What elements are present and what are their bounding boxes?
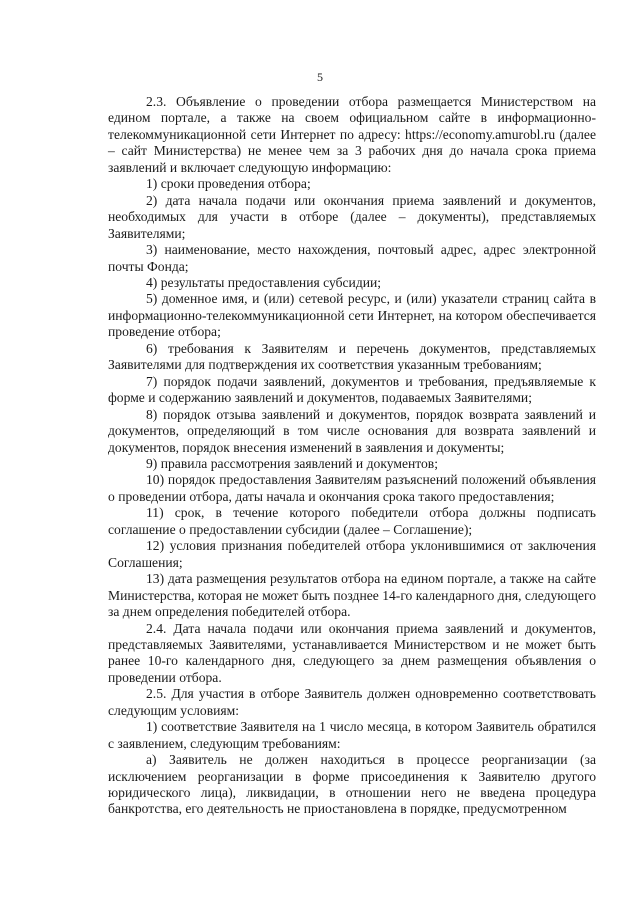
list-item-4: 4) результаты предоставления субсидии; [146,274,382,290]
list-item-3: 3) наименование, место нахождения, почтовый адрес, адрес электронной почты Фонда; [108,242,596,274]
list-item-13: 13) дата размещения результатов отбора на едином портале, а также на сайте Министерства, которая не может быть позднее 14-го календарного дня, следующего за днем определения победителей отбора. [108,571,596,620]
list-item-1: 1) сроки проведения отбора; [146,176,311,192]
document-body [108,94,596,818]
condition-subitem-a: а) Заявитель не должен находиться в процессе реорганизации (за исключением реорганизации в форме присоединения к Заявителю другого юридического лица), ликвидации, в отношении него не введена процедура банкротства, его деятельность не приостановлена в порядке, предусмотренном [108,752,596,817]
list-item-2: 2) дата начала подачи или окончания приема заявлений и документов, необходимых для участи в отборе (далее – документы), представляемых Заявителями; [108,192,596,241]
list-item-7: 7) порядок подачи заявлений, документов и требования, предъявляемые к форме и содержанию заявлений и документов, подаваемых Заявителями; [108,373,596,406]
condition-item-1: 1) соответствие Заявителя на 1 число месяца, в котором Заявитель обратился с заявлением, следующим требованиям: [108,719,596,751]
list-item-10: 10) порядок предоставления Заявителям разъяснений положений объявления о проведении отбора, даты начала и окончания срока такого предоставления; [108,472,596,504]
list-item-5: 5) доменное имя, и (или) сетевой ресурс, и (или) указатели страниц сайта в информационно-телекоммуникационной сети Интернет, на котором обеспечивается проведение отбора; [108,291,596,340]
list-item-9: 9) правила рассмотрения заявлений и документов; [146,455,439,471]
paragraph-2-3: 2.3. Объявление о проведении отбора размещается Министерством на едином портале, а также на своем официальном сайте в информационно-телекоммуникационной сети Интернет по адресу: https://economy.amurobl.ru (далее – сайт Министерства) не менее чем за 3 рабочих дня до начала срока приема заявлений и включает следующую информацию: [108,94,596,175]
list-item-11: 11) срок, в течение которого победители отбора должны подписать соглашение о предоставлении субсидии (далее – Соглашение); [108,505,596,537]
list-item-12: 12) условия признания победителей отбора уклонившимися от заключения Соглашения; [108,538,596,570]
paragraph-2-4: 2.4. Дата начала подачи или окончания приема заявлений и документов, представляемых Заявителями, устанавливается Министерством и не может быть ранее 10-го календарного дня, следующего за днем размещения объявления о проведении отбора. [108,620,596,685]
list-item-8: 8) порядок отзыва заявлений и документов, порядок возврата заявлений и документов, определяющий в том числе основания для возврата заявлений и документов, порядок внесения изменений в заявления и документы; [108,406,596,455]
page-number: 5 [317,70,323,84]
paragraph-2-5: 2.5. Для участия в отборе Заявитель должен одновременно соответствовать следующим условиям: [108,686,596,718]
list-item-6: 6) требования к Заявителям и перечень документов, представляемых Заявителями для подтверждения их соответствия указанным требованиям; [108,340,596,373]
